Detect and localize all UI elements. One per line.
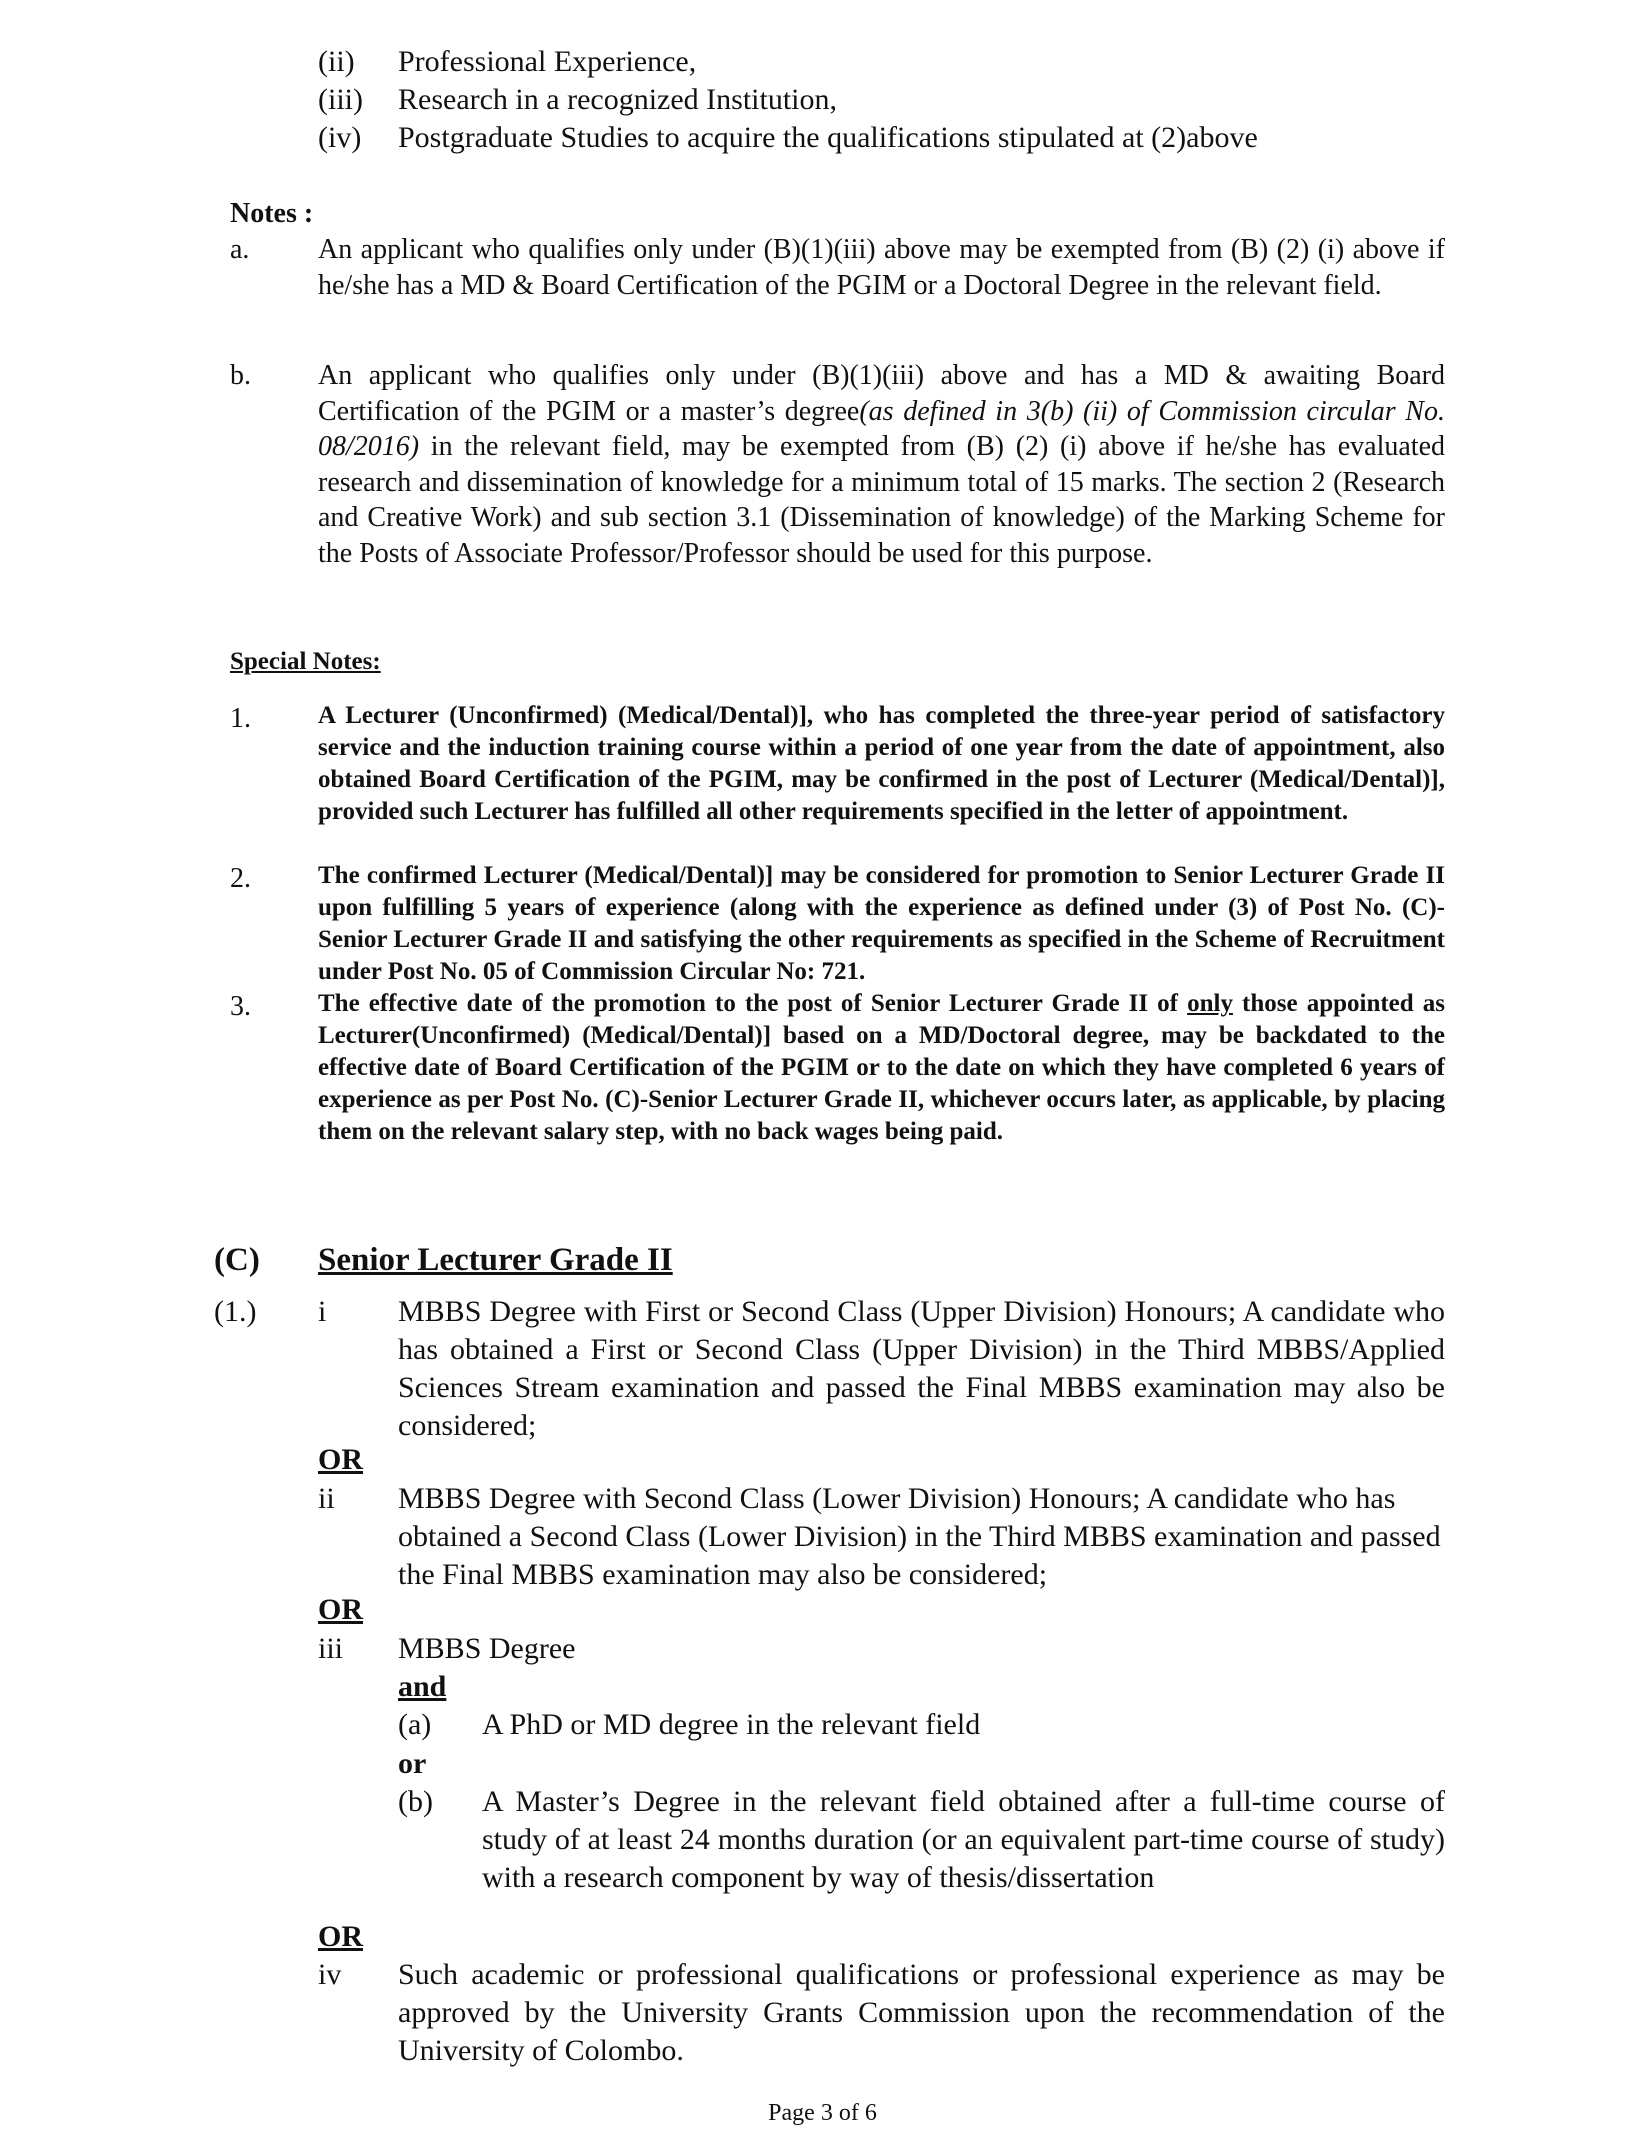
- note-b-text-italic: (as defined in 3(b) (ii) of Commission circular No. 08/2016): [318, 395, 1445, 462]
- list-number: (ii): [318, 45, 355, 78]
- special-notes-heading: Special Notes:: [230, 648, 381, 675]
- item-text: Such academic or professional qualifications or professional experience as may be approved by the University Grants Commission upon the recommendation of the University of Colombo.: [398, 1958, 1445, 2067]
- special-note-number: 2.: [230, 863, 251, 894]
- sub-item-label: (b): [398, 1785, 433, 1818]
- list-text: Professional Experience,: [398, 45, 697, 78]
- sub-item-text: A Master’s Degree in the relevant field obtained after a full-time course of study of at least 24 months duration (or an equivalent part-time course of study) with a research component by way of thesis/dissertation: [482, 1785, 1445, 1894]
- sub-item-label: (a): [398, 1708, 432, 1741]
- section-title: Senior Lecturer Grade II: [318, 1242, 673, 1278]
- item-number: i: [318, 1295, 327, 1328]
- or-connector: or: [398, 1747, 427, 1780]
- item-number: iii: [318, 1632, 344, 1665]
- list-text: Research in a recognized Institution,: [398, 83, 838, 116]
- special-note-text-underlined: only: [1187, 990, 1233, 1017]
- note-label: a.: [230, 234, 250, 265]
- note-b-text-part1: An applicant who qualifies only under (B)(1)(iii) above and has a MD & awaiting Board Certification of the PGIM or a master’s degree: [318, 360, 1445, 427]
- special-note-number: 1.: [230, 703, 251, 734]
- list-text: Postgraduate Studies to acquire the qualifications stipulated at (2)above: [398, 121, 1258, 154]
- or-separator: OR: [318, 1920, 363, 1953]
- and-connector: and: [398, 1670, 447, 1703]
- item-text: MBBS Degree with Second Class (Lower Division) Honours; A candidate who has obtained a Second Class (Lower Division) in the Third MBBS examination and passed the Final MBBS examination may also be considered;: [398, 1482, 1441, 1591]
- item-text: MBBS Degree: [398, 1632, 576, 1665]
- special-note-text: The confirmed Lecturer (Medical/Dental)] may be considered for promotion to Senior Lecturer Grade II upon fulfilling 5 years of experience (along with the experience as defined under (3) of Post No. (C)-Senior Lecturer Grade II and satisfying the other requirements as specified in the Scheme of Recruitment under Post No. 05 of Commission Circular No: 721.: [318, 862, 1445, 985]
- sub-item-text: A PhD or MD degree in the relevant field: [482, 1708, 981, 1741]
- note-a-text: An applicant who qualifies only under (B)(1)(iii) above may be exempted from (B) (2) (i) above if he/she has a MD & Board Certification of the PGIM or a Doctoral Degree in the relevant field.: [318, 234, 1445, 301]
- special-note-text-part1: The effective date of the promotion to the post of Senior Lecturer Grade II of: [318, 990, 1188, 1017]
- list-number: (iii): [318, 83, 363, 116]
- special-note-text: A Lecturer (Unconfirmed) (Medical/Dental)], who has completed the three-year period of satisfactory service and the induction training course within a period of one year from the date of appointment, also obtained Board Certification of the PGIM, may be confirmed in the post of Lecturer (Medical/Dental)], provided such Lecturer has fulfilled all other requirements specified in the letter of appointment.: [318, 702, 1445, 825]
- item-number: ii: [318, 1482, 335, 1515]
- item-number: iv: [318, 1958, 342, 1991]
- section-label: (C): [214, 1242, 260, 1278]
- sub-section-label: (1.): [214, 1295, 257, 1328]
- special-note-text-part2: those appointed as Lecturer(Unconfirmed) (Medical/Dental)] based on a MD/Doctoral degree, may be backdated to the effective date of Board Certification of the PGIM or to the date on which they have completed 6 years of experience as per Post No. (C)-Senior Lecturer Grade II, whichever occurs later, as applicable, by placing them on the relevant salary step, with no back wages being paid.: [318, 990, 1445, 1145]
- special-note-number: 3.: [230, 991, 251, 1022]
- list-number: (iv): [318, 121, 362, 154]
- note-b-text: [318, 358, 1445, 571]
- page-number: Page 3 of 6: [768, 2100, 877, 2126]
- special-note-text: [318, 988, 1445, 1148]
- item-text: MBBS Degree with First or Second Class (Upper Division) Honours; A candidate who has obtained a First or Second Class (Upper Division) in the Third MBBS/Applied Sciences Stream examination and passed the Final MBBS examination may also be considered;: [398, 1295, 1445, 1442]
- note-label: b.: [230, 360, 251, 391]
- note-b-text-part2: in the relevant field, may be exempted from (B) (2) (i) above if he/she has evaluated research and dissemination of knowledge for a minimum total of 15 marks. The section 2 (Research and Creative Work) and sub section 3.1 (Dissemination of knowledge) of the Marking Scheme for the Posts of Associate Professor/Professor should be used for this purpose.: [318, 431, 1445, 569]
- or-separator: OR: [318, 1443, 363, 1476]
- notes-heading: Notes :: [230, 198, 314, 229]
- or-separator: OR: [318, 1593, 363, 1626]
